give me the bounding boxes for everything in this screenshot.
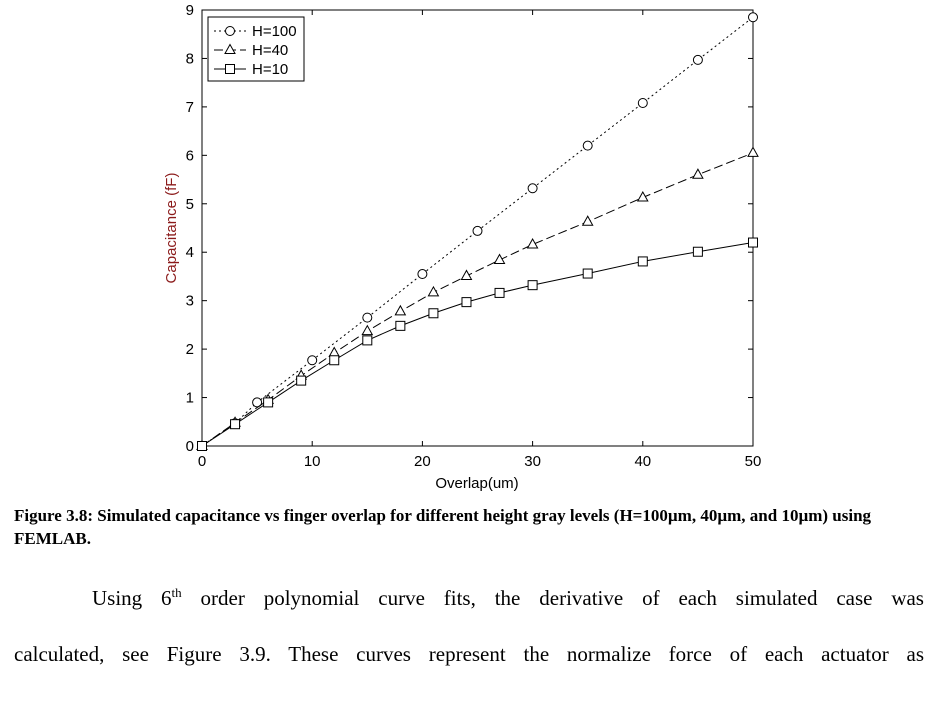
series-3 <box>198 238 758 450</box>
data-point-square <box>429 309 438 318</box>
x-tick-label: 0 <box>197 453 207 470</box>
data-point-circle <box>418 270 427 279</box>
data-point-square <box>528 281 537 290</box>
legend-label: H=40 <box>252 42 289 59</box>
data-point-square <box>297 376 306 385</box>
y-tick-label: 9 <box>185 2 194 19</box>
body-paragraph-line-2: calculated, see Figure 3.9. These curves represent the normalize force of each actuator as <box>14 642 924 666</box>
data-point-circle <box>693 55 702 64</box>
x-tick-label: 40 <box>634 453 652 470</box>
legend-label: H=10 <box>252 61 289 78</box>
y-tick-label: 0 <box>185 438 194 455</box>
data-point-square <box>693 247 702 256</box>
body-text-fragment: Using 6 <box>92 586 172 610</box>
data-point-circle <box>749 13 758 22</box>
body-text-fragment: order polynomial curve fits, the derivative of each simulated case was <box>181 586 924 610</box>
y-axis-label: Capacitance (fF) <box>163 172 180 284</box>
data-point-square <box>264 398 273 407</box>
data-point-square <box>749 238 758 247</box>
data-point-square <box>231 420 240 429</box>
data-point-triangle <box>748 147 758 156</box>
data-point-triangle <box>461 270 471 279</box>
data-point-circle <box>583 141 592 150</box>
data-point-triangle <box>329 347 339 356</box>
data-point-triangle <box>693 169 703 178</box>
body-paragraph-line-1 <box>14 585 924 611</box>
series-line <box>202 243 753 446</box>
data-point-square <box>462 298 471 307</box>
data-point-circle <box>308 356 317 365</box>
data-point-circle <box>363 313 372 322</box>
legend-label: H=100 <box>252 23 297 40</box>
y-tick-label: 8 <box>185 50 194 68</box>
legend <box>208 17 304 81</box>
y-tick-label: 2 <box>185 341 194 359</box>
x-axis-label: Overlap(um) <box>435 475 519 492</box>
data-point-square <box>495 288 504 297</box>
data-point-square <box>583 269 592 278</box>
data-point-square <box>330 356 339 365</box>
data-point-circle <box>226 27 235 36</box>
series-2 <box>197 147 758 449</box>
data-point-circle <box>528 184 537 193</box>
y-tick-label: 3 <box>185 292 194 310</box>
data-point-square <box>198 442 207 451</box>
data-point-square <box>638 257 647 266</box>
data-point-triangle <box>428 287 438 296</box>
data-point-square <box>396 321 405 330</box>
data-point-circle <box>638 99 647 108</box>
x-tick-label: 10 <box>303 453 321 470</box>
ordinal-superscript: th <box>171 585 182 600</box>
data-point-triangle <box>495 254 505 263</box>
y-tick-label: 4 <box>185 244 194 262</box>
data-point-triangle <box>395 306 405 315</box>
data-point-square <box>363 336 372 345</box>
data-point-square <box>226 65 235 74</box>
x-tick-label: 50 <box>744 453 762 470</box>
data-point-triangle <box>583 216 593 225</box>
data-point-circle <box>473 226 482 235</box>
data-point-triangle <box>362 326 372 335</box>
figure-caption: Figure 3.8: Simulated capacitance vs finger overlap for different height gray levels (H=100µm, 40µm, and 10µm) using FEMLAB. <box>14 506 872 548</box>
y-tick-label: 7 <box>185 98 194 116</box>
y-tick-label: 1 <box>185 389 194 407</box>
x-tick-label: 20 <box>414 453 431 470</box>
y-tick-label: 5 <box>185 195 194 213</box>
x-tick-label: 30 <box>524 453 541 470</box>
y-tick-label: 6 <box>185 147 194 165</box>
